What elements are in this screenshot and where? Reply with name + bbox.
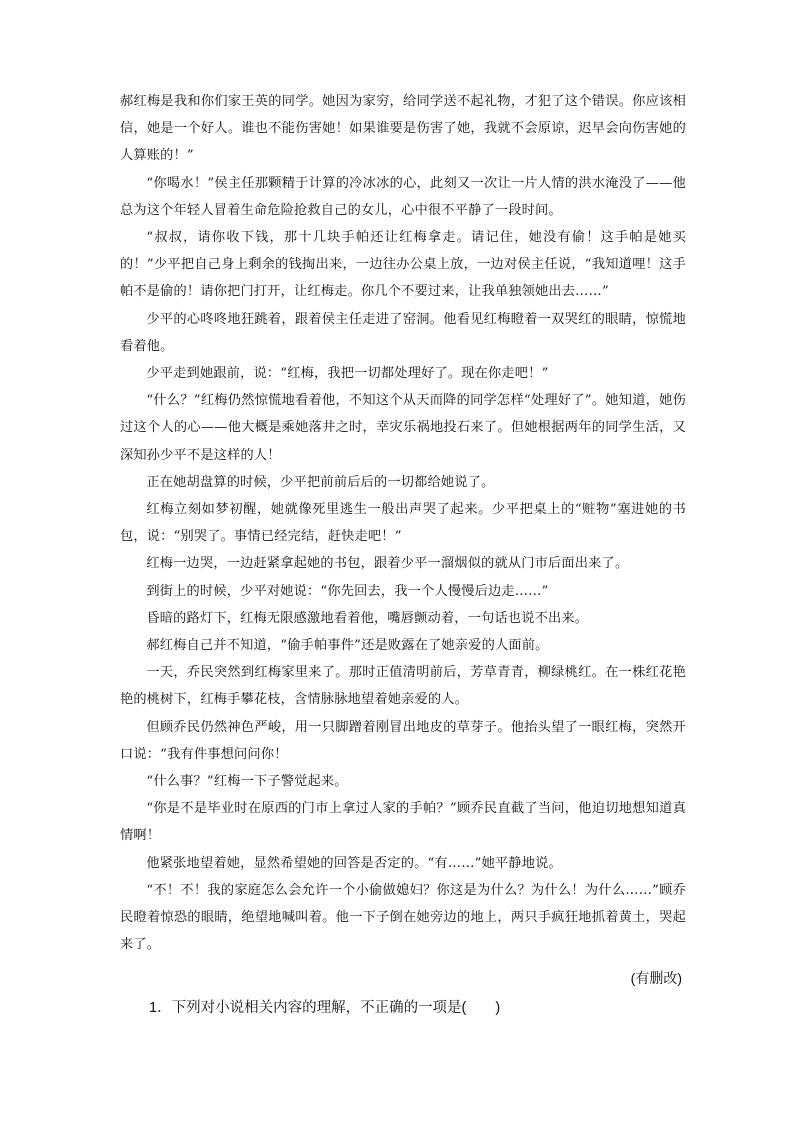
paragraph: 他紧张地望着她，显然希望她的回答是否定的。“有……”她平静地说。 [146,855,562,871]
paragraph: 一天，乔民突然到红梅家里来了。那时正值清明前后，芳草青青，柳绿桃红。在一株红花艳艳的桃树下，红梅手攀花枝，含情脉脉地望着她亲爱的人。 [120,665,686,708]
paragraph: “叔叔，请你收下钱，那十几块手帕还让红梅拿走。请记住，她没有偷！这手帕是她买的！”少平把自己身上剩余的钱掏出来，一边往办公桌上放，一边对侯主任说，“我知道哩！这手帕不是偷的！请你把门打开，让红梅走。你几个不要过来，让我单独领她出去……” [120,230,686,300]
paragraph: 到街上的时候，少平对她说：“你先回去，我一个人慢慢后边走……” [146,583,549,599]
paragraph: “不！不！我的家庭怎么会允许一个小偷做媳妇？你这是为什么？为什么！为什么……”顾乔民瞪着惊恐的眼睛，绝望地喊叫着。他一下子倒在她旁边的地上，两只手疯狂地抓着黄土，哭起来了。 [120,882,686,953]
paragraph: 少平的心咚咚地狂跳着，跟着侯主任走进了窑洞。他看见红梅瞪着一双哭红的眼睛，惊慌地看着他。 [120,311,686,354]
paragraph: 少平走到她跟前，说：“红梅，我把一切都处理好了。现在你走吧！” [146,366,549,382]
paragraph: “你喝水！”侯主任那颗精于计算的冷冰冰的心，此刻又一次让一片人情的洪水淹没了——他总为这个年轻人冒着生命危险抢救自己的女儿，心中很不平静了一段时间。 [120,175,686,218]
paragraph: 正在她胡盘算的时候，少平把前前后后的一切都给她说了。 [146,474,495,490]
source-credit: (有删改) [630,970,682,986]
paragraph: 郝红梅自己并不知道，“偷手帕事件”还是败露在了她亲爱的人面前。 [146,638,549,654]
paragraph: 郝红梅是我和你们家王英的同学。她因为家穷，给同学送不起礼物，才犯了这个错误。你应该相信，她是一个好人。谁也不能伤害她！如果谁要是伤害了她，我就不会原谅，迟早会向伤害她的人算账的！” [120,94,686,164]
paragraph: 红梅一边哭，一边赶紧拿起她的书包，跟着少平一溜烟似的就从门市后面出来了。 [146,556,629,572]
paragraph: “什么事？”红梅一下子警觉起来。 [146,774,348,790]
paragraph: “什么？”红梅仍然惊慌地看着他，不知这个从天而降的同学怎样“处理好了”。她知道，她伤过这个人的心——他大概是乘她落井之时，幸灾乐祸地投石来了。但她根据两年的同学生活，又深知孙少平不是这样的人！ [120,393,686,463]
paragraph: “你是不是毕业时在原西的门市上拿过人家的手帕？”顾乔民直截了当问，他迫切地想知道真情啊！ [120,801,686,844]
paragraph: 昏暗的路灯下，红梅无限感激地看着他，嘴唇颤动着，一句话也说不出来。 [146,610,589,626]
paragraph: 但顾乔民仍然神色严峻，用一只脚蹭着刚冒出地皮的草芽子。他抬头望了一眼红梅，突然开口说：“我有件事想问问你！ [120,719,686,762]
paragraph: 红梅立刻如梦初醒，她就像死里逃生一般出声哭了起来。少平把桌上的“赃物”塞进她的书包，说：“别哭了。事情已经完结，赶快走吧！” [120,502,686,545]
question-1: 1．下列对小说相关内容的理解，不正确的一项是( ) [149,1000,501,1016]
passage-body [120,88,686,959]
